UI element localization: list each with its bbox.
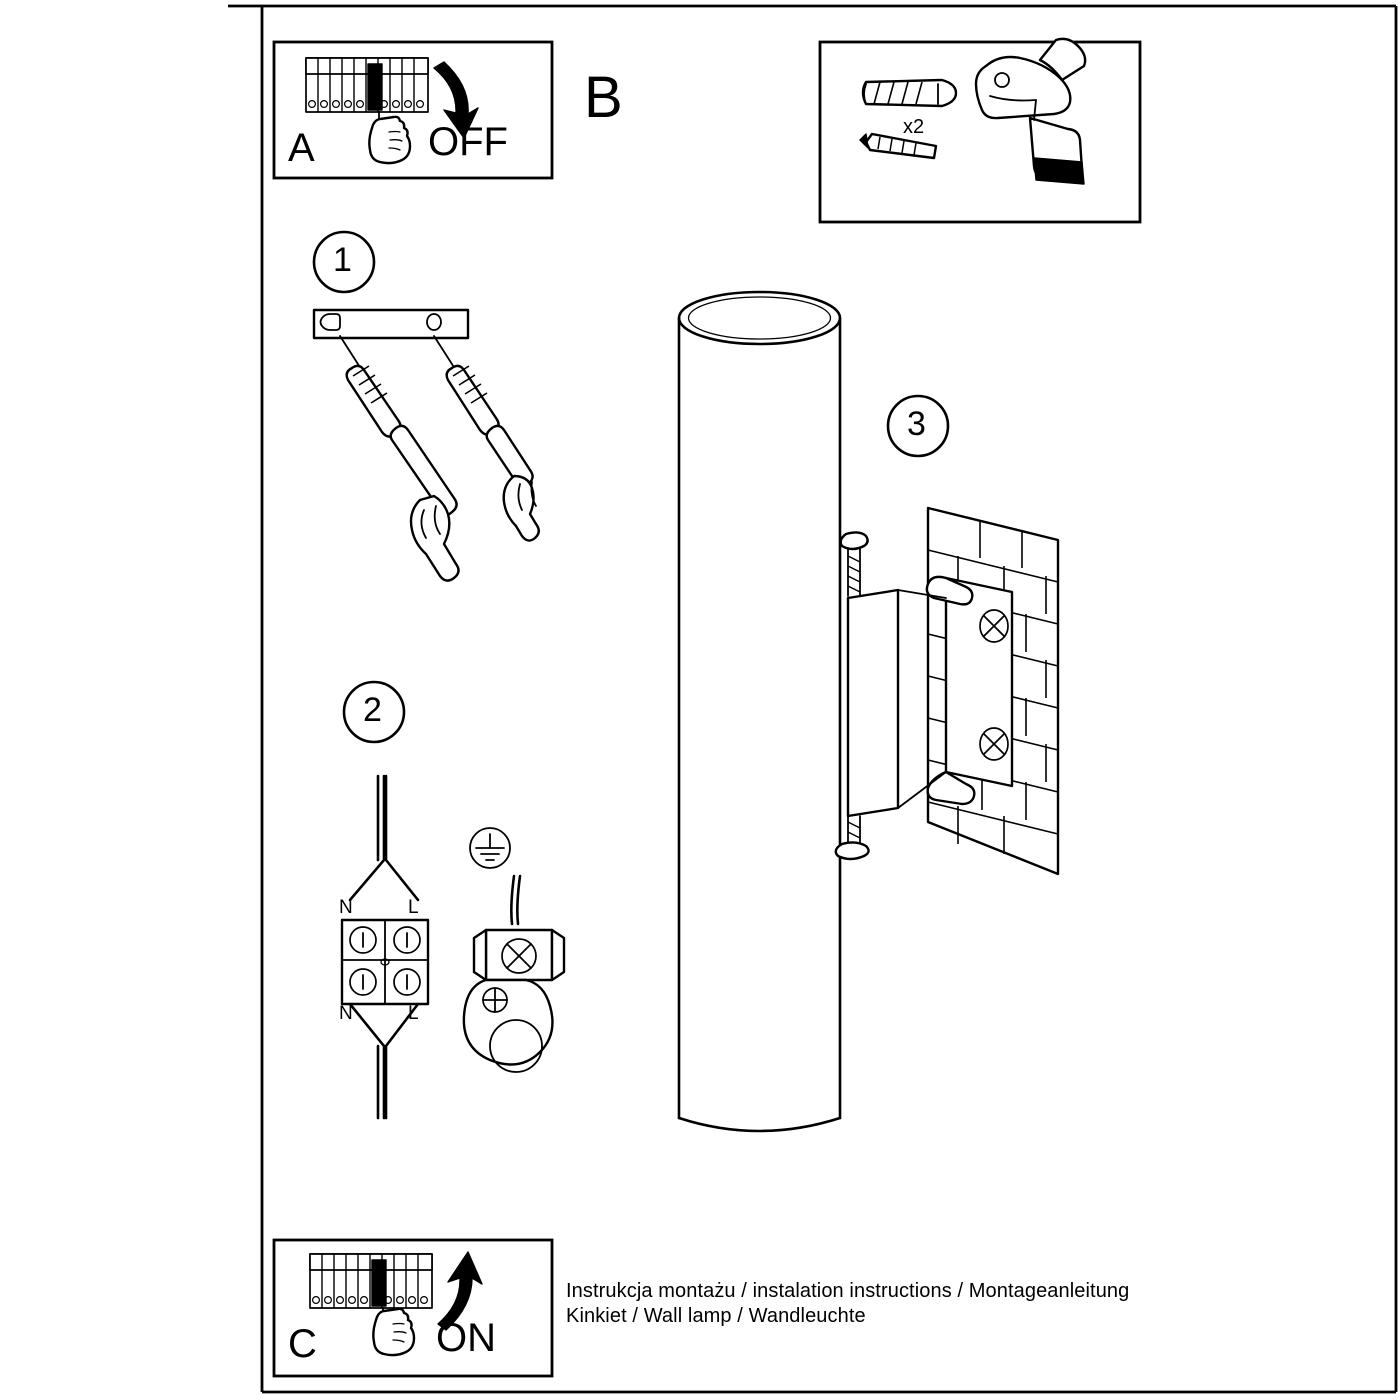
- document-subtitle: Kinkiet / Wall lamp / Wandleuchte: [566, 1305, 866, 1327]
- circuit-breaker-icon-a: [306, 58, 428, 112]
- panel-a-action-label: OFF: [428, 120, 508, 164]
- panel-a-label: A: [288, 126, 315, 170]
- earth-ground-icon: [470, 828, 510, 868]
- step-1-number: 1: [333, 241, 352, 279]
- hand-pointing-icon-a: [369, 112, 410, 163]
- wall-plug-icon: [863, 80, 956, 106]
- terminal-label-l-top: L: [408, 897, 419, 918]
- step-2-number: 2: [363, 691, 382, 729]
- step-2-graphic: [342, 682, 564, 1118]
- circuit-breaker-icon-c: [310, 1254, 432, 1308]
- terminal-label-l-bottom: L: [408, 1003, 419, 1024]
- page-border: [228, 6, 1396, 1392]
- step-1-graphic: [314, 232, 539, 581]
- panel-b-group: [820, 39, 1140, 222]
- terminal-label-n-top: N: [339, 897, 353, 918]
- panel-c-label: C: [288, 1322, 317, 1366]
- terminal-block-icon: [342, 776, 428, 1118]
- hand-pointing-icon-c: [373, 1308, 414, 1355]
- wall-lamp-cylinder: [679, 292, 840, 1131]
- power-drill-icon: [976, 39, 1085, 184]
- document-title: Instrukcja montażu / instalation instructions / Montageanleitung: [566, 1280, 1130, 1302]
- step-3-graphic: [679, 292, 1058, 1131]
- wall-plug-quantity: x2: [903, 116, 925, 138]
- panel-a-group: [274, 42, 552, 178]
- terminal-label-n-bottom: N: [339, 1003, 353, 1024]
- top-screw: [841, 532, 868, 596]
- screw-icon: [860, 134, 936, 158]
- mounting-bracket-icon: [314, 310, 539, 581]
- panel-c-action-label: ON: [436, 1316, 496, 1360]
- panel-b-label: B: [584, 65, 623, 130]
- ground-terminal-icon: [464, 876, 564, 1072]
- step-3-number: 3: [907, 405, 926, 443]
